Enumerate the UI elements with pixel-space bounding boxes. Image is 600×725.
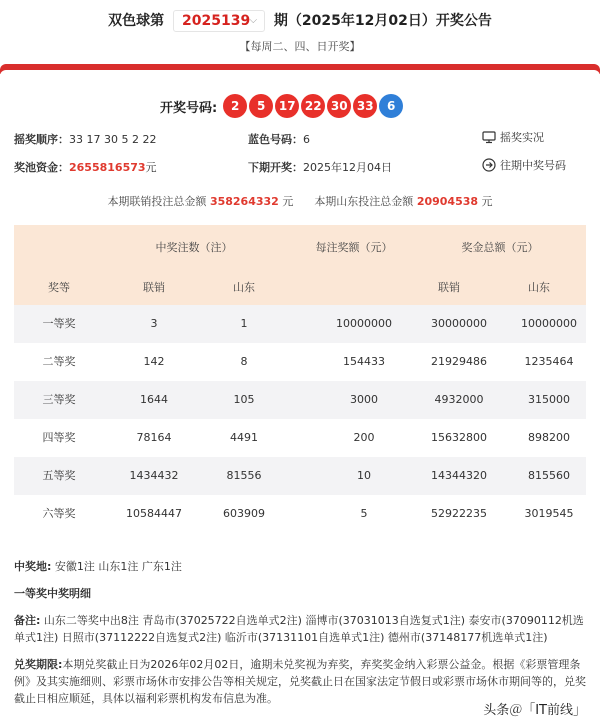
claim-deadline-value: 本期兑奖截止日为2026年02月02日，逾期未兑奖视为弃奖，弃奖奖金纳入彩票公益金。根据《彩票管理条例》及其实施细则、彩票市场休市安排公告等相关规定，兑奖截止日在国家法定节假日或彩票市场休市期间等的，兑奖截止日相应顺延，具体以福利彩票机构发布信息为准。 bbox=[14, 658, 586, 705]
cell-total-sd: 898200 bbox=[528, 431, 570, 444]
header-level: 奖等 bbox=[48, 281, 70, 294]
next-draw bbox=[248, 159, 392, 175]
watermark: 头条＠「IT前线」 bbox=[479, 698, 590, 719]
sales-totals bbox=[0, 193, 600, 209]
winning-regions-label: 中奖地: bbox=[14, 560, 52, 573]
cell-per: 154433 bbox=[343, 355, 385, 368]
live-draw-link[interactable] bbox=[482, 129, 544, 145]
cell-total-sd: 315000 bbox=[528, 393, 570, 406]
cell-total-national: 52922235 bbox=[431, 507, 487, 520]
cell-sd: 81556 bbox=[226, 469, 262, 482]
issue-select[interactable] bbox=[173, 10, 265, 32]
cell-national: 1644 bbox=[140, 393, 168, 406]
red-ball: 30 bbox=[327, 94, 351, 118]
cell-total-sd: 3019545 bbox=[524, 507, 574, 520]
history-link[interactable] bbox=[482, 157, 566, 173]
table-row bbox=[14, 419, 586, 457]
remarks bbox=[14, 612, 589, 646]
cell-level: 一等奖 bbox=[42, 317, 76, 330]
first-prize-detail-title: 一等奖中奖明细 bbox=[14, 587, 91, 600]
cell-level: 五等奖 bbox=[42, 469, 76, 482]
cell-national: 142 bbox=[143, 355, 165, 368]
prize-table bbox=[14, 225, 586, 533]
cell-level: 二等奖 bbox=[42, 355, 76, 368]
next-draw-label: 下期开奖： bbox=[248, 161, 303, 174]
prize-pool bbox=[14, 159, 157, 175]
table-row bbox=[14, 343, 586, 381]
red-ball: 22 bbox=[301, 94, 325, 118]
remarks-label: 备注: bbox=[14, 614, 41, 627]
winning-regions bbox=[14, 558, 589, 575]
winning-regions-value: 安徽1注 山东1注 广东1注 bbox=[54, 560, 182, 573]
page-title bbox=[0, 10, 600, 32]
arrow-right-circle-icon bbox=[482, 158, 496, 172]
red-ball: 17 bbox=[275, 94, 299, 118]
cell-total-national: 14344320 bbox=[431, 469, 487, 482]
cell-sd: 105 bbox=[233, 393, 255, 406]
chevron-down-icon: ⌵ bbox=[249, 15, 258, 26]
blue-number-label: 蓝色号码： bbox=[248, 133, 303, 146]
claim-deadline-label: 兑奖期限: bbox=[14, 658, 63, 671]
cell-sd: 1 bbox=[240, 317, 248, 330]
blue-number bbox=[248, 131, 310, 147]
table-row bbox=[14, 381, 586, 419]
cell-total-national: 15632800 bbox=[431, 431, 487, 444]
winning-numbers-label: 开奖号码: bbox=[160, 100, 218, 116]
cell-level: 三等奖 bbox=[42, 393, 76, 406]
cell-total-national: 30000000 bbox=[431, 317, 487, 330]
national-sales-unit: 元 bbox=[282, 195, 294, 208]
cell-level: 六等奖 bbox=[42, 507, 76, 520]
remarks-value: 山东二等奖中出8注 青岛市(37025722自选单式2注) 淄博市(37031013自选复式1注) 泰安市(37090112机选单式1注) 日照市(37112222自选复式2注) 临沂市(37131101自选单式1注) 德州市(37148177机选单式1注) bbox=[14, 614, 584, 644]
red-ball: 33 bbox=[353, 94, 377, 118]
next-draw-value: 2025年12月04日 bbox=[303, 161, 392, 174]
header-total-shandong: 山东 bbox=[528, 281, 550, 294]
cell-sd: 8 bbox=[240, 355, 248, 368]
cell-total-sd: 10000000 bbox=[521, 317, 577, 330]
prize-pool-label: 奖池资金： bbox=[14, 161, 69, 174]
header-shandong: 山东 bbox=[233, 281, 255, 294]
draw-order-label: 摇奖顺序： bbox=[14, 133, 69, 146]
cell-total-national: 21929486 bbox=[431, 355, 487, 368]
monitor-icon bbox=[482, 130, 496, 144]
national-sales-label: 本期联销投注总金额 bbox=[107, 195, 207, 208]
cell-national: 10584447 bbox=[126, 507, 182, 520]
cell-national: 3 bbox=[150, 317, 158, 330]
header-total-national: 联销 bbox=[438, 281, 460, 294]
table-row bbox=[14, 495, 586, 533]
blue-number-value: 6 bbox=[303, 133, 310, 146]
title-suffix: 期（2025年12月02日）开奖公告 bbox=[273, 13, 492, 29]
cell-per: 200 bbox=[353, 431, 375, 444]
cell-total-sd: 815560 bbox=[528, 469, 570, 482]
issue-value: 2025139 bbox=[182, 13, 251, 29]
draw-schedule: 【每周二、四、日开奖】 bbox=[239, 40, 361, 53]
shandong-sales-value: 20904538 bbox=[416, 195, 479, 208]
prize-pool-unit: 元 bbox=[145, 161, 157, 174]
history-label: 往期中奖号码 bbox=[500, 159, 566, 172]
red-ball: 2 bbox=[223, 94, 247, 118]
cell-national: 78164 bbox=[136, 431, 172, 444]
header-winners: 中奖注数（注） bbox=[155, 241, 233, 254]
cell-sd: 4491 bbox=[230, 431, 258, 444]
prize-pool-value: 2655816573 bbox=[69, 161, 146, 174]
shandong-sales-label: 本期山东投注总金额 bbox=[314, 195, 414, 208]
cell-national: 1434432 bbox=[129, 469, 179, 482]
table-row bbox=[14, 457, 586, 495]
draw-order-value: 33 17 30 5 2 22 bbox=[69, 133, 157, 146]
table-body bbox=[14, 305, 586, 533]
cell-per: 10000000 bbox=[336, 317, 392, 330]
header-national: 联销 bbox=[143, 281, 165, 294]
national-sales-value: 358264332 bbox=[209, 195, 279, 208]
header-total-prize: 奖金总额（元） bbox=[461, 241, 539, 254]
blue-ball: 6 bbox=[379, 94, 403, 118]
red-ball: 5 bbox=[249, 94, 273, 118]
cell-total-sd: 1235464 bbox=[524, 355, 574, 368]
winning-numbers bbox=[160, 94, 405, 118]
table-header bbox=[14, 225, 586, 305]
cell-total-national: 4932000 bbox=[434, 393, 484, 406]
draw-order bbox=[14, 131, 156, 147]
header-per-bet: 每注奖额（元） bbox=[315, 241, 393, 254]
cell-per: 5 bbox=[360, 507, 368, 520]
live-draw-label: 摇奖实况 bbox=[500, 131, 544, 144]
table-row bbox=[14, 305, 586, 343]
cell-per: 3000 bbox=[350, 393, 378, 406]
shandong-sales-unit: 元 bbox=[481, 195, 493, 208]
cell-sd: 603909 bbox=[223, 507, 265, 520]
title-prefix: 双色球第 bbox=[108, 13, 165, 29]
cell-per: 10 bbox=[357, 469, 371, 482]
cell-level: 四等奖 bbox=[42, 431, 76, 444]
